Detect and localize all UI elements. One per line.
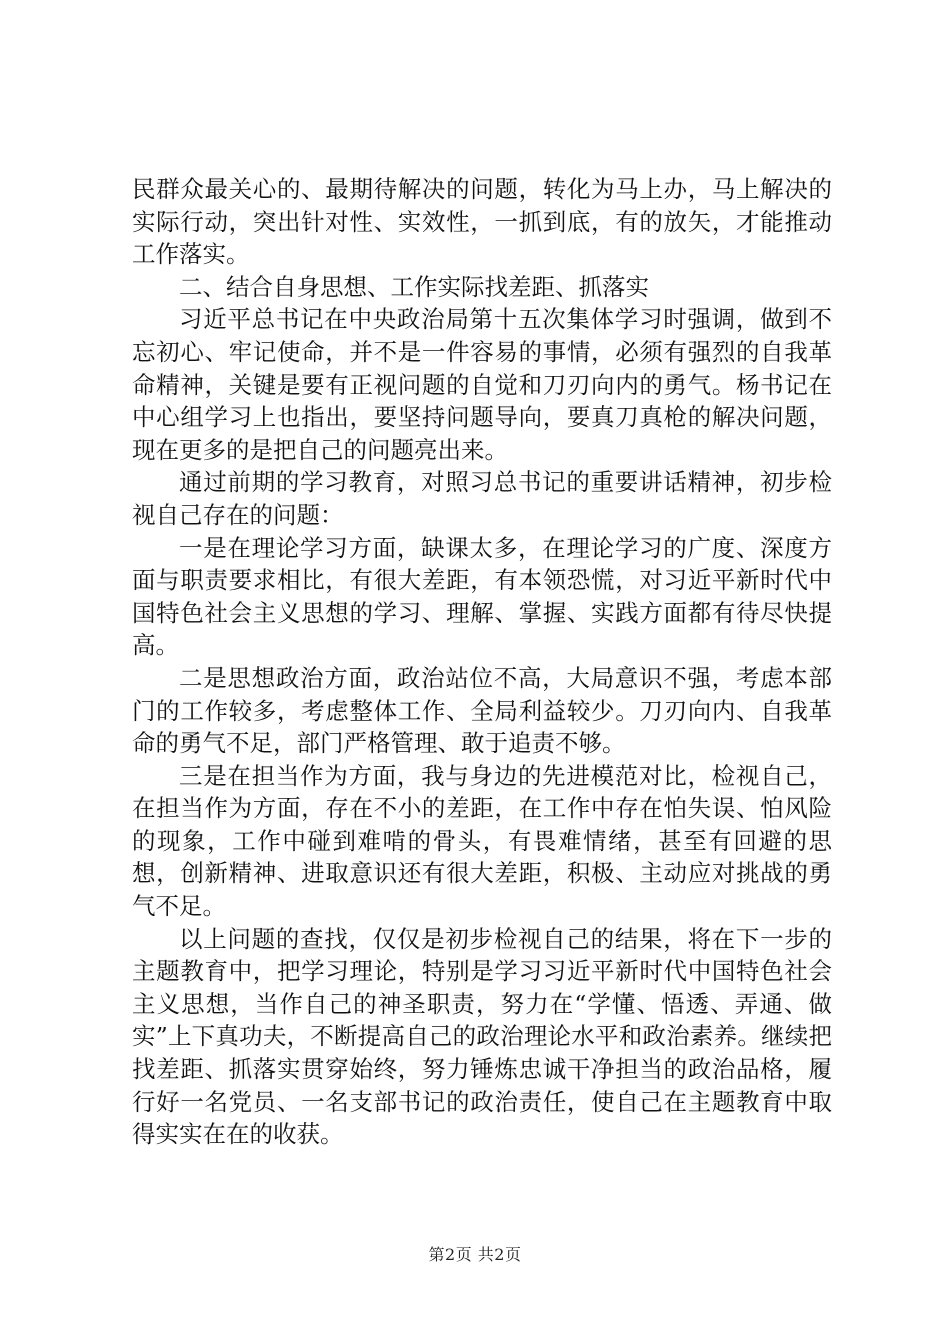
paragraph: 以上问题的查找，仅仅是初步检视自己的结果，将在下一步的主题教育中，把学习理论，特别是学习习近平新时代中国特色社会主义思想，当作自己的神圣职责，努力在“学懂、悟透、弄通、做实”上下真功夫，不断提高自己的政治理论水平和政治素养。继续把找差距、抓落实贯穿始终，努力锤炼忠诚干净担当的政治品格，履行好一名党员、一名支部书记的政治责任，使自己在主题教育中取得实实在在的收获。 [132, 924, 832, 1149]
page-footer: 第2页 共2页 [428, 1245, 522, 1264]
section-heading: 二、结合自身思想、工作实际找差距、抓落实 [179, 272, 649, 301]
paragraph: 一是在理论学习方面，缺课太多，在理论学习的广度、深度方面与职责要求相比，有很大差距，有本领恐慌，对习近平新时代中国特色社会主义思想的学习、理解、掌握、实践方面都有待尽快提高。 [132, 533, 832, 660]
paragraph: 二是思想政治方面，政治站位不高，大局意识不强，考虑本部门的工作较多，考虑整体工作、全局利益较少。刀刃向内、自我革命的勇气不足，部门严格管理、敢于追责不够。 [132, 663, 832, 758]
paragraph: 通过前期的学习教育，对照习总书记的重要讲话精神，初步检视自己存在的问题： [132, 468, 832, 529]
paragraph-continuation: 民群众最关心的、最期待解决的问题，转化为马上办，马上解决的实际行动，突出针对性、实效性，一抓到底，有的放矢，才能推动工作落实。 [132, 175, 832, 269]
paragraph: 三是在担当作为方面，我与身边的先进模范对比，检视自己，在担当作为方面，存在不小的差距，在工作中存在怕失误、怕风险的现象，工作中碰到难啃的骨头，有畏难情绪，甚至有回避的思想，创新精神、进取意识还有很大差距，积极、主动应对挑战的勇气不足。 [132, 761, 832, 921]
document-body [132, 173, 832, 1151]
paragraph: 习近平总书记在中央政治局第十五次集体学习时强调，做到不忘初心、牢记使命，并不是一件容易的事情，必须有强烈的自我革命精神，关键是要有正视问题的自觉和刀刃向内的勇气。杨书记在中心组学习上也指出，要坚持问题导向，要真刀真枪的解决问题，现在更多的是把自己的问题亮出来。 [132, 305, 832, 464]
